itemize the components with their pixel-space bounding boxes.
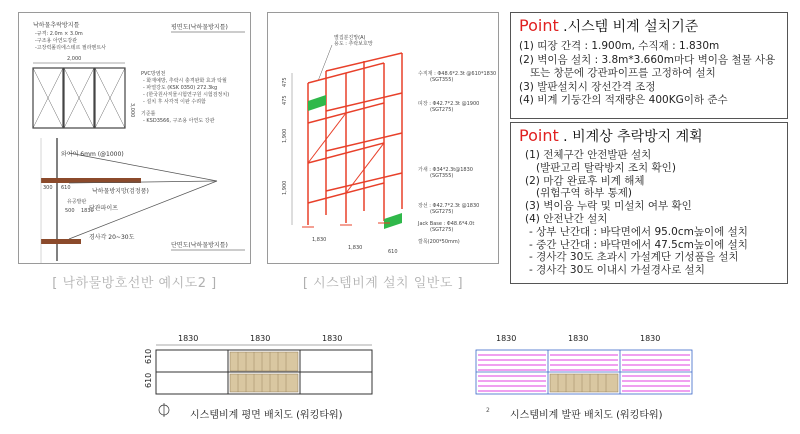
label-jack-base: Jack Base : Φ48.6*4.0t — [418, 221, 475, 227]
point-fall-prevention — [510, 122, 788, 284]
point2-item: - 경사각 30도 초과시 가설계단 기성품을 설치 — [529, 251, 739, 264]
point1-item: 또는 창문에 강관파이프를 고정하여 설치 — [530, 67, 716, 79]
point1-item: (3) 발판설치시 장선간격 조정 — [519, 80, 656, 93]
material-line: PVC방염천 — [141, 71, 166, 77]
spec-line-4: -고장력폴리에스테르 필라멘트사 — [35, 45, 107, 51]
deck-dim-top: 1830 — [640, 334, 661, 343]
deck-dim-top: 1830 — [568, 334, 589, 343]
material-line: - 파열강도 (KSK 0350) 272.3kg — [143, 85, 218, 91]
point1-title — [519, 16, 779, 36]
protection-shelf-drawing — [19, 13, 252, 265]
green-net-top — [308, 95, 326, 111]
point2-item: - 중간 난간대 : 바닥면에서 47.5cm높이에 설치 — [529, 238, 748, 251]
deck-marker: 2 — [486, 407, 490, 414]
material-line: 기준틀 — [141, 111, 156, 117]
label-sub: (SGT275) — [430, 107, 454, 113]
dim-side-label: 3,000 — [129, 103, 135, 118]
point2-item: (발판고리 탈락방지 조치 확인) — [536, 161, 676, 174]
point1-item: (2) 벽이음 설치 : 3.8m*3.660m마다 벽이음 철물 사용 — [519, 53, 776, 66]
point2-item: (3) 벽이음 누락 및 미설치 여부 확인 — [525, 200, 692, 213]
plank-upper — [230, 352, 298, 371]
plan-right-caption: 시스템비계 발판 배치도 (워킹타워) — [510, 410, 663, 421]
point1-heading: .시스템 비계 설치기준 — [558, 19, 699, 35]
section-title: 단면도(낙하물방지틀) — [171, 242, 228, 249]
dim-v: 1,900 — [282, 128, 288, 143]
point1-item: (4) 비계 기둥간의 적재량은 400KG이하 준수 — [519, 94, 728, 106]
spec-line-2: -규격: 2.0m × 3.0m — [35, 31, 83, 37]
system-scaffold-diagram — [267, 12, 499, 264]
label-sill: 깔목(200*50mm) — [418, 239, 460, 245]
label-ledger: 띠장 : Φ42.7*2.3t @1900 — [418, 101, 480, 107]
dim-1830: 1830 — [81, 208, 94, 214]
plan-dim-top: 1830 — [250, 334, 271, 343]
point2-prefix: Point — [519, 126, 559, 145]
label-sub: (SGT355) — [430, 173, 454, 179]
dim-b: 1,830 — [348, 245, 363, 251]
middle-caption: [ 시스템비계 설치 일반도 ] — [302, 276, 464, 291]
point-scaffold-standards — [510, 12, 788, 119]
dim-v: 475 — [282, 95, 288, 105]
dim-top-label: 2,000 — [67, 56, 82, 62]
top-note-2: 용도 : 추락보호망 — [334, 41, 373, 47]
support-label: 유공발판 — [67, 199, 87, 205]
material-line: - (한국원사직물시험연구원 시험검정치) — [143, 92, 230, 98]
label-brace: 가새 : Φ34*2.3t@1830 — [418, 167, 473, 173]
plank-lower — [230, 374, 298, 392]
base-plates — [302, 223, 390, 227]
material-line: - 화재예방, 추락시 충격완화 효과 탁월 — [143, 78, 227, 84]
dim-b: 610 — [388, 249, 398, 255]
plan-dim-left: 610 — [144, 372, 153, 388]
dim-v: 1,900 — [282, 180, 288, 195]
deck-dim-top: 1830 — [496, 334, 517, 343]
deck-plank-center — [550, 374, 618, 392]
point2-item: - 상부 난간대 : 바닥면에서 95.0cm높이에 설치 — [529, 225, 748, 238]
plan-dim-top: 1830 — [322, 334, 343, 343]
spec-line-3: -구조용 아연도강관 — [35, 38, 78, 44]
plan-dim-top: 1830 — [178, 334, 199, 343]
label-vertical: 수직재 : Φ48.6*2.3t @610*1830 — [418, 71, 497, 77]
label-transom: 장선 : Φ42.7*2.3t @1830 — [418, 203, 480, 209]
material-line: - 설치 후 사각적 이완 수려함 — [143, 99, 206, 105]
scaffold-frame — [308, 53, 402, 225]
top-note-1: 별집분진망(A) — [334, 35, 366, 41]
label-sub: (SGT355) — [430, 77, 454, 83]
green-net-bottom — [384, 213, 402, 229]
point2-item: (2) 마감 완료후 비계 해체 — [525, 174, 645, 187]
pipe-label: 단관파이프 — [89, 205, 118, 212]
dim-610: 610 — [61, 185, 71, 191]
left-caption: [ 낙하물방호선반 예시도2 ] — [52, 276, 217, 291]
dim-b: 1,830 — [312, 237, 327, 243]
point2-item: (4) 안전난간 설치 — [525, 212, 608, 225]
spec-line-1: 낙하물추락방지틀 — [33, 22, 80, 29]
point2-heading: . 비계상 추락방지 계획 — [558, 129, 703, 145]
point2-item: - 경사각 30도 이내시 가설경사로 설치 — [529, 264, 705, 277]
plan-title: 평면도(낙하물방지틀) — [171, 24, 228, 31]
point1-item: (1) 띠장 간격 : 1.900m, 수직재 : 1.830m — [519, 40, 720, 52]
label-sub: (SGT275) — [430, 209, 454, 215]
wire-label: 와이어 6mm (@1000) — [61, 151, 124, 158]
dim-500: 500 — [65, 208, 75, 214]
point2-item: (위험구역 하부 통제) — [536, 187, 633, 200]
plan-frames — [33, 68, 125, 128]
plan-left-caption: 시스템비계 평면 배치도 (워킹타워) — [190, 410, 343, 421]
material-line: - KSD3566, 구조용 아연도 강관 — [143, 118, 215, 124]
point1-prefix: Point — [519, 16, 559, 35]
point2-item: (1) 전체구간 안전발판 설치 — [525, 149, 652, 161]
dim-v: 475 — [282, 77, 288, 87]
dim-300: 300 — [43, 185, 53, 191]
point2-title — [519, 126, 779, 146]
falling-object-protection-diagram — [18, 12, 251, 264]
angle-label: 경사각 20~30도 — [89, 234, 135, 241]
net-label: 낙하물방지망(검정품) — [92, 188, 149, 195]
label-sub: (SGT275) — [430, 227, 454, 233]
plan-dim-left: 610 — [144, 348, 153, 364]
scaffold-elevation-drawing — [268, 13, 500, 265]
